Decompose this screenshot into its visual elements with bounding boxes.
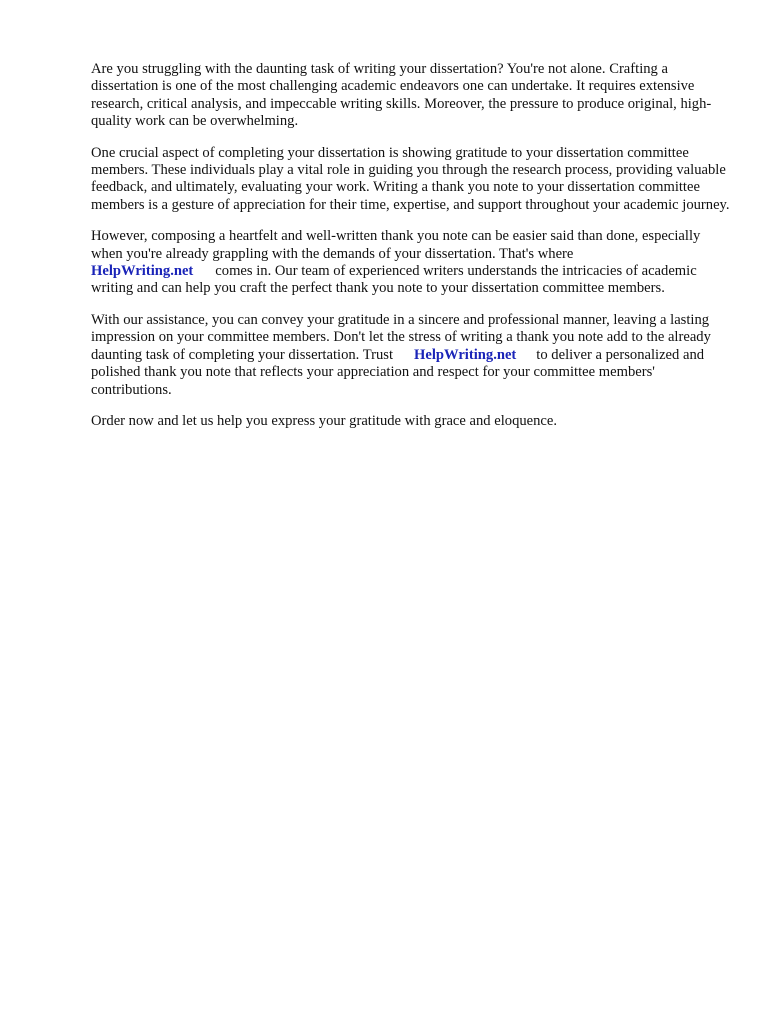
paragraph-assistance — [91, 312, 731, 399]
paragraph-assistance-text-before: With our assistance, you can convey your gratitude in a sincere and professional manner, leaving a lasting impression on your committee members. Don't let the stress of writing a thank you note add to the already daunting task of completing your dissertation. Trust — [91, 311, 711, 363]
paragraph-intro: Are you struggling with the daunting task of writing your dissertation? You're not alone. Crafting a dissertation is one of the most challenging academic endeavors one can undertake. It requires extensive research, critical analysis, and impeccable writing skills. Moreover, the pressure to produce original, high-quality work can be overwhelming. — [91, 61, 712, 130]
helpwriting-link[interactable]: HelpWriting.net — [91, 263, 194, 280]
paragraph-service-text-before: However, composing a heartfelt and well-written thank you note can be easier said than done, especially when you're already grappling with the demands of your dissertation. That's where — [91, 228, 701, 262]
paragraph-gratitude: One crucial aspect of completing your dissertation is showing gratitude to your dissertation committee members. These individuals play a vital role in guiding you through the research process, providing valuable feedback, and ultimately, evaluating your work. Writing a thank you note to your dissertation committee members is a gesture of appreciation for their time, expertise, and support throughout your academic journey. — [91, 144, 730, 213]
paragraph-assistance-text-after: to deliver a personalized and polished thank you note that reflects your appreciation and respect for your committee members' contributions. — [91, 346, 705, 398]
paragraph-service — [91, 228, 731, 298]
helpwriting-link-trust[interactable]: HelpWriting.net — [414, 346, 517, 363]
paragraph-call-to-action: Order now and let us help you express your gratitude with grace and eloquence. — [91, 412, 558, 429]
paragraph-service-text-after: comes in. Our team of experienced writers understands the intricacies of academic writing and can help you craft the perfect thank you note to your dissertation committee members. — [91, 263, 697, 297]
document-body — [91, 61, 731, 444]
